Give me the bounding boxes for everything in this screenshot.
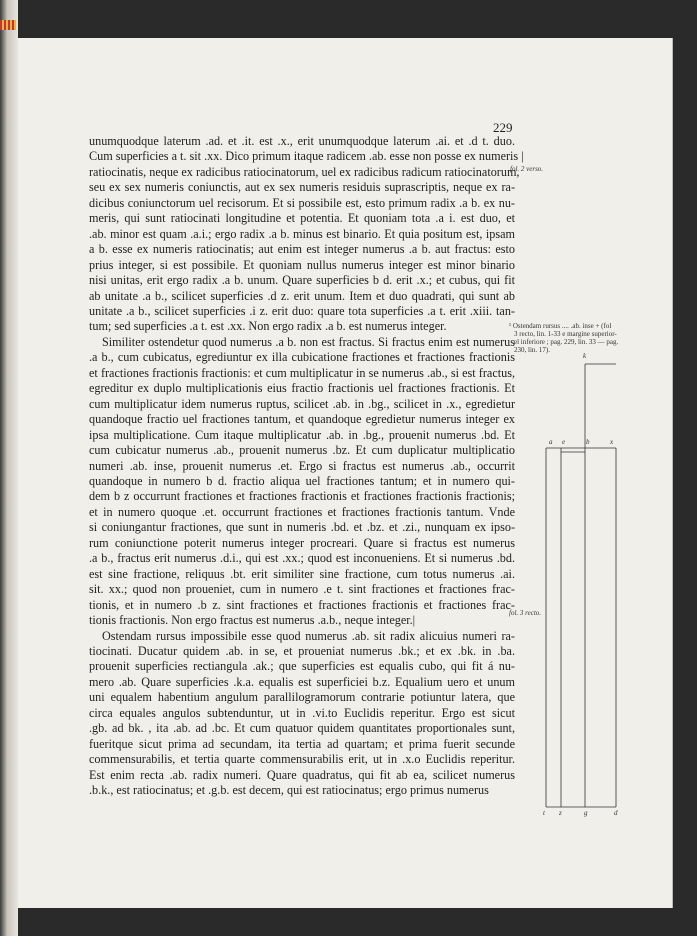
margin-note-line: el inferiore ; pag. 229, lin. 33 — pag. — [514, 338, 619, 346]
margin-note-fol-3-recto — [509, 609, 541, 617]
diagram-label-e: e — [562, 438, 566, 446]
diagram-label-g: g — [584, 809, 588, 817]
margin-note-text: fol. 2 verso. — [510, 165, 544, 173]
text-line: est sine fractione, reliquus .bt. erit similiter sine fractione, cum totus numerus .ai. — [89, 566, 515, 581]
page-number: 229 — [493, 120, 513, 135]
text-line: si coniungantur fractiones, que sunt in numeris .bd. et .bz. et .zi., nunquam ex ipso- — [89, 520, 515, 535]
text-line: .gb. ad bk. , ita .ab. ad .bc. Et cum quatuor quidem quantitates proportionales sunt, — [89, 721, 515, 736]
text-line: prouenit superficies rectiangula .ak.; que superficies est equalis cubo, qui fit á nu- — [89, 659, 515, 674]
text-line: .ab. minor est quam .a.i.; ergo radix .a b. minus est binario. Et quia positum est, ipsam — [89, 226, 515, 241]
diagram-label-d: d — [614, 809, 618, 817]
text-line: quandoque in numero b d. fractio aliqua uel fractiones tantum; et in numero qui- — [89, 473, 515, 488]
text-line: unumquodque laterum .ad. et .it. est .x., erit unumquodque laterum .ai. et .d t. duo. — [89, 134, 515, 148]
diagram-label-x: x — [610, 438, 614, 446]
diagram-lines — [538, 352, 628, 822]
geometric-diagram — [538, 352, 628, 822]
text-line: a b. esse ex numeris ratiocinatis; aut enim est integer numerus .a b. aut fractus: esto — [89, 242, 515, 257]
text-line: tionis fractionis. Non ergo fractus est numerus .a.b., neque integer.| — [89, 613, 416, 628]
text-line: uni equalem habentium angulum parallilogramorum contrarie potiuntur latera, que — [89, 690, 515, 705]
text-line: dicibus coniunctorum uel recisorum. Et si possibile est, esto primum radix .a b. ex nu- — [89, 195, 515, 210]
book-spine-edge — [0, 0, 18, 936]
text-line: cum cubicatur numerus .ab., prouenit numerus .bz. Et cum duplicatur multiplicatio — [89, 443, 515, 458]
text-line: Ostendam rursus impossibile esse quod numerus .ab. sit radix alicuius numeri ra- — [102, 628, 515, 643]
diagram-label-b: b — [586, 438, 590, 446]
diagram-label-k: k — [583, 352, 587, 360]
margin-note-line: 230, lin. 17). — [514, 346, 550, 354]
diagram-label-a: a — [549, 438, 553, 446]
text-line: seu ex sex numeris coniunctis, aut ex sex numeris residuis suprascriptis, neque ex ra- — [89, 180, 515, 195]
text-line: ab unitate .a b., scilicet superficies .d z. erit unum. Item et duo quadrati, qui sunt ab — [89, 288, 515, 303]
margin-note-line: ¹ Ostendam rursus .... .ab. inse + (fol — [509, 322, 612, 330]
text-line: commensurabilis, et tertia quarte commensurabilis erit, ut in .x.o Euclidis reperitur. — [89, 752, 515, 767]
diagram-label-t: t — [543, 809, 545, 817]
margin-note-line: 3 recto, lin. 1-33 e margine superior- — [514, 330, 617, 338]
margin-note-fol-2-verso — [510, 165, 543, 173]
text-line: ipsa multiplicatione. Cum itaque multiplicatur .ab. in .bg., prouenit numerus .bd. Et — [89, 427, 515, 442]
main-text-block — [89, 134, 524, 798]
text-line: rum coniunctione poterit numerus integer procreari. Quare si fractus est numerus — [89, 535, 515, 550]
text-line: tionis, et in numero .b z. sint fractiones et fractiones fractionis et fractiones frac- — [89, 597, 515, 612]
text-line: unitate .a b., scilicet superficies .i z. erit duo: quare tota superficies .a t. erit .xiii. tan- — [89, 303, 515, 318]
text-line: sit. xx.; quod non proueniet, cum in numero .e t. sint fractiones et fractiones frac- — [89, 582, 515, 597]
text-line: Cum superficies a t. sit .xx. Dico primum itaque radicem .ab. esse non posse ex numeris | — [89, 149, 524, 164]
text-line: fueritque sicut prima ad secundam, ita tertia ad quartam; et prima fuerit secunde — [89, 736, 515, 751]
text-line: tiocinati. Ducatur quidem .ab. in se, et proueniat numerus .bk.; et ex .bk. in .ba. — [89, 643, 515, 658]
text-line: et in numero quoque .et. occurrunt fractiones et fractiones fractionis tantum. Vnde — [89, 504, 515, 519]
text-line: tum; sed superficies .a t. est .xx. Non ergo radix .a b. est numerus integer. — [89, 319, 447, 334]
text-line: mero .ab. Quare superficies .k.a. equalis est superficiei b.z. Equalium uero et unum — [89, 674, 515, 689]
text-line: numeri .ab. inse, prouenit numerus .et. Ergo si fractus est numerus .ab., occurrit — [89, 458, 515, 473]
text-line: nisi unitas, erit ergo radix .a b. unum. Quare superficies b d. erit .x.; et cubus, qui fit — [89, 273, 515, 288]
text-line: circa equales angulos subtenduntur, ut in .vi.to Euclidis reperitur. Ergo est sicut — [89, 705, 515, 720]
text-line: egreditur ex duplo multiplicationis eius fractio fractionis uel fractiones fractionis. Et — [89, 381, 515, 396]
text-line: prius integer, si est possibile. Et quoniam nullus numerus integer est minor binario — [89, 257, 515, 272]
text-line: cum multiplicatur idem numerus ruptus, scilicet .ab. in .bg., scilicet in .x., egredietur — [89, 396, 515, 411]
text-line: .a b., cum cubicatus, egrediuntur ex illa cubicatione fractiones et fractiones fractionis — [89, 350, 515, 365]
color-tab-mark — [0, 20, 16, 30]
text-line: Est enim recta .ab. radix numeri. Quare quadratus, qui fit ab ea, scilicet numerus — [89, 767, 515, 782]
diagram-label-z: z — [559, 809, 562, 817]
text-line: .b.k., est ratiocinatus; et .g.b. est decem, qui est ratiocinatus; ergo primus numerus — [89, 783, 489, 798]
text-line: Similiter ostendetur quod numerus .a b. non est fractus. Si fractus enim est numerus — [102, 334, 515, 349]
text-line: et fractiones fractionis fractionis: et cum multiplicatur in se numerus .ab., si est fractus, — [89, 365, 515, 380]
text-line: dem b z occurrunt fractiones et fractiones fractionis et fractiones fractionis fractionis; — [89, 489, 515, 504]
text-line: .a b., fractus erit numerus .d.i., qui est .xx.; quod est inconueniens. Et si numerus .bd. — [89, 551, 515, 566]
text-line: quandoque fractio uel fractiones tantum, et quandoque egredietur numerus integer ex — [89, 412, 515, 427]
text-line: ratiocinatis, neque ex radicibus ratiocinatorum, uel ex radicibus radicum ratiocinatorum, — [89, 164, 520, 179]
margin-note-text: fol. 3 recto. — [509, 609, 542, 617]
margin-note-footnote — [509, 322, 669, 354]
text-line: meris, qui sunt ratiocinati longitudine et potentia. Et quoniam tota .a i. est duo, et — [89, 211, 515, 226]
